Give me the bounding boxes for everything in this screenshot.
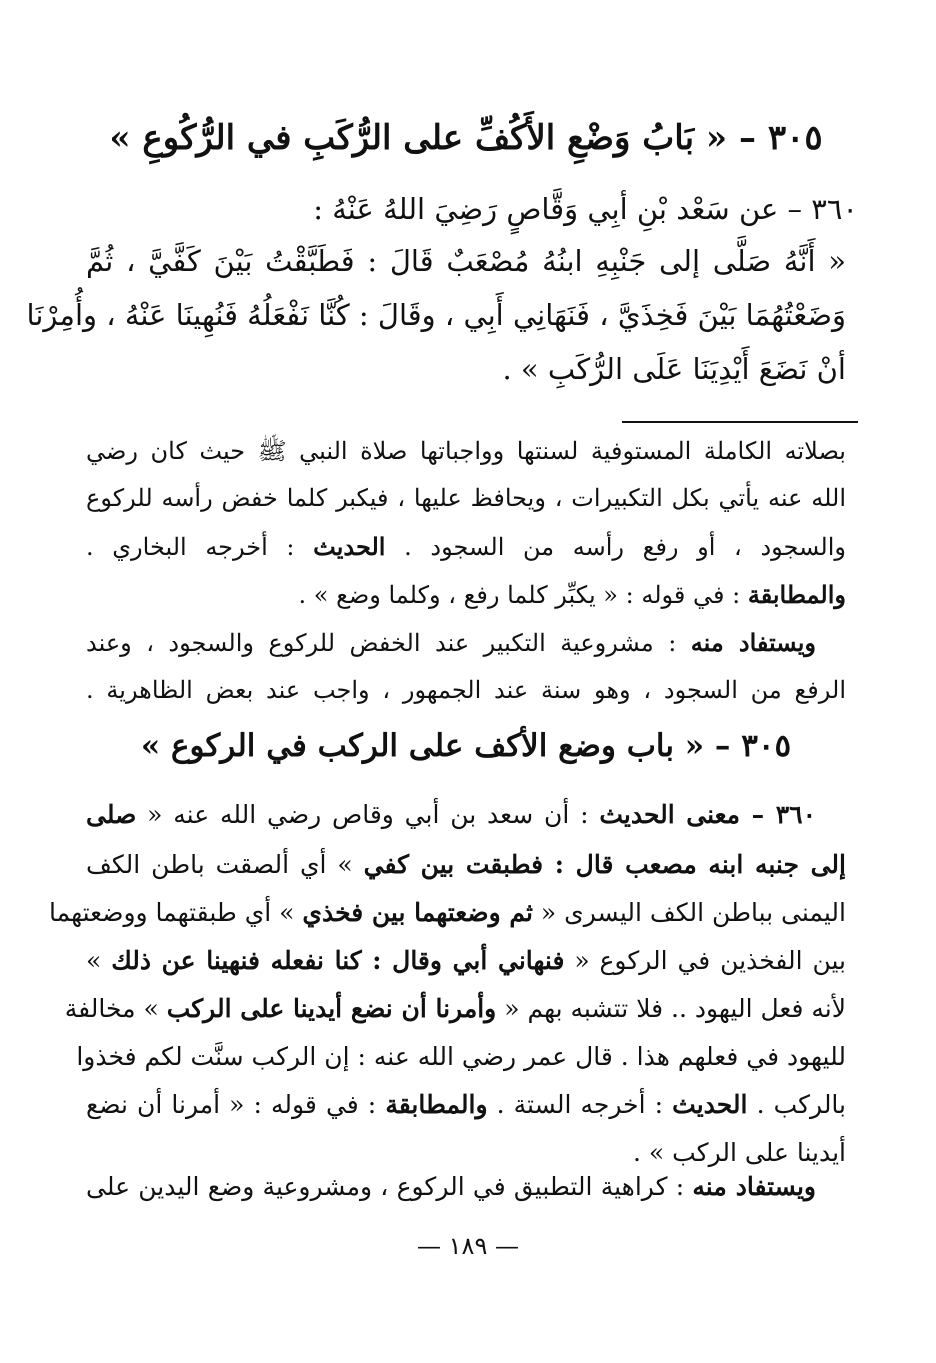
sharh-hadith-label: الحديث bbox=[672, 1090, 748, 1119]
footnote-line-4 bbox=[86, 580, 846, 609]
sharh-line-4-bold: فنهاني أبي وقال : كنا نفعله فنهينا عن ذلك bbox=[111, 946, 565, 975]
sharh-line-9-text: : كراهية التطبيق في الركوع ، ومشروعية وضع اليدين على bbox=[86, 1172, 685, 1201]
footnote-line-3 bbox=[86, 532, 846, 561]
sharh-line-6: لليهود في فعلهم هذا . قال عمر رضي الله عنه : إن الركب سنَّت لكم فخذوا bbox=[76, 1042, 846, 1071]
sharh-line-2-text: » أي ألصقت باطن الكف bbox=[86, 850, 353, 879]
footnote-line-5-rest: : مشروعية التكبير عند الخفض للركوع والسجود ، وعند bbox=[86, 629, 677, 657]
footnote-line-4-rest: : في قوله : « يكبِّر كلما رفع ، وكلما وضع » . bbox=[298, 581, 741, 609]
footnote-line-1: بصلاته الكاملة المستوفية لسنتها وواجباتها صلاة النبي ﷺ حيث كان رضي bbox=[86, 437, 846, 465]
sharh-line-7 bbox=[86, 1090, 846, 1119]
chapter-title-matn: ٣٠٥ – « بَابُ وَضْعِ الأَكُفِّ على الرُّكَبِ في الرُّكُوعِ » bbox=[109, 118, 823, 158]
footnote-hadith-label: الحديث bbox=[313, 532, 386, 561]
sharh-line-2 bbox=[86, 850, 846, 879]
hadith-line-1: « أَنَّهُ صَلَّى إلى جَنْبِهِ ابنُهُ مُصْعَبٌ قَالَ : فَطَبَّقْتُ بَيْنَ كَفَّيَّ ، ثُمَّ bbox=[86, 244, 846, 278]
page-number: — ١٨٩ — bbox=[417, 1232, 519, 1260]
sharh-line-7-text-b: : أخرجه الستة . bbox=[496, 1090, 664, 1119]
sharh-line-3-text-a: اليمنى بباطن الكف اليسرى « bbox=[540, 898, 846, 927]
hadith-line-3: أنْ نَضَعَ أَيْدِيَنَا عَلَى الرُّكَبِ » . bbox=[502, 352, 846, 386]
sharh-line-7-text-a: بالركب . bbox=[756, 1090, 847, 1119]
sharh-line-5 bbox=[64, 994, 846, 1023]
sharh-line-7-text-c: : في قوله : « أمرنا أن نضع bbox=[86, 1090, 377, 1119]
footnote-separator bbox=[622, 421, 858, 423]
sharh-line-5-text-b: » مخالفة bbox=[64, 994, 159, 1023]
sharh-line-5-bold: وأمرنا أن نضع أيدينا على الركب bbox=[166, 994, 497, 1023]
footnote-yustafad-label: ويستفاد منه bbox=[690, 628, 816, 657]
sharh-yustafad-label: ويستفاد منه bbox=[692, 1172, 816, 1201]
footnote-line-3-rest: : أخرجه البخاري . bbox=[86, 533, 295, 561]
sharh-line-1-text: : أن سعد بن أبي وقاص رضي الله عنه « bbox=[147, 800, 589, 829]
sharh-line-4-text-b: » bbox=[86, 946, 102, 975]
footnote-line-2: الله عنه يأتي بكل التكبيرات ، ويحافظ عليها ، فيكبر كلما خفض رأسه للركوع bbox=[86, 484, 846, 512]
sharh-mutabaqa-label: والمطابقة bbox=[385, 1090, 488, 1119]
sharh-line-1-bold: صلى bbox=[86, 800, 137, 829]
sharh-line-3-text-b: » أي طبقتهما ووضعتهما bbox=[49, 898, 295, 927]
chapter-title-sharh: ٣٠٥ – « باب وضع الأكف على الركب في الركوع » bbox=[140, 728, 792, 764]
sharh-line-3-bold: ثم وضعتهما بين فخذي bbox=[302, 898, 533, 927]
sharh-line-4-text-a: بين الفخذين في الركوع « bbox=[574, 946, 847, 975]
sharh-line-1 bbox=[86, 800, 846, 829]
hadith-line-2: وَضَعْتُهُمَا بَيْنَ فَخِذَيَّ ، فَنَهَانِي أَبِي ، وقَالَ : كُنَّا نَفْعَلُهُ فَنُهِينَا عَنْهُ ، وأُمِرْنَا bbox=[26, 298, 846, 332]
sharh-line-3 bbox=[49, 898, 846, 927]
footnote-line-3-text: والسجود ، أو رفع رأسه من السجود . bbox=[404, 533, 846, 561]
sharh-line-5-text-a: لأنه فعل اليهود .. فلا تتشبه بهم « bbox=[504, 994, 846, 1023]
hadith-intro: ٣٦٠ – عن سَعْد بْنِ أبِي وَقَّاصٍ رَضِيَ اللهُ عَنْهُ : bbox=[313, 192, 858, 226]
footnote-line-6: الرفع من السجود ، وهو سنة عند الجمهور ، واجب عند بعض الظاهرية . bbox=[86, 676, 846, 704]
footnote-line-5 bbox=[86, 628, 846, 657]
sharh-line-4 bbox=[86, 946, 846, 975]
sharh-line-2-bold: إلى جنبه ابنه مصعب قال : فطبقت بين كفي bbox=[363, 850, 846, 879]
sharh-hadith-number: ٣٦٠ – معنى الحديث bbox=[599, 800, 817, 829]
sharh-line-9 bbox=[86, 1172, 846, 1201]
sharh-line-8: أيدينا على الركب » . bbox=[632, 1138, 846, 1167]
footnote-mutabaqa-label: والمطابقة bbox=[747, 580, 846, 609]
